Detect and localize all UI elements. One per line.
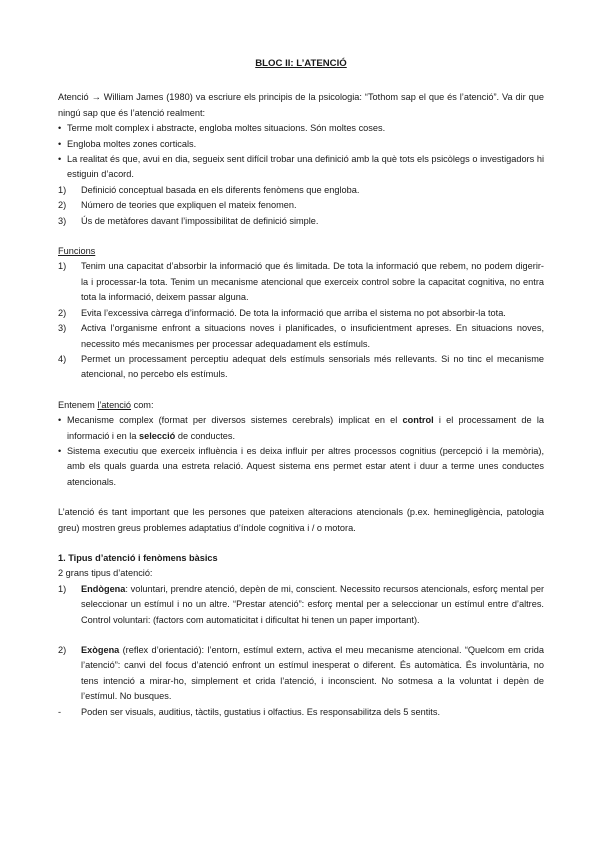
item-text: Ús de metàfores davant l’impossibilitat de definició simple.	[81, 215, 319, 226]
list-item-text: i el processament de la informació i en la	[67, 415, 545, 441]
item-number: 1)	[58, 184, 67, 195]
list-item	[58, 444, 544, 490]
numbered-item	[58, 582, 544, 628]
control-term: control	[402, 415, 434, 426]
bullet-icon: •	[58, 445, 62, 456]
item-number: 4)	[58, 353, 67, 364]
numbered-item	[58, 306, 544, 321]
body-paragraph: L’atenció és tant important que les persones que pateixen alteracions atencionals (p.ex. heminegligència, patologia greu) mostren greus problemes adaptatius d’índole cognitiva i / o motora.	[58, 507, 544, 533]
item-number: 3)	[58, 323, 67, 334]
list-item	[58, 413, 544, 444]
item-text: Tenim una capacitat d’absorbir la informació que és limitada. De tota la informació que rebem, no podem digerir-la i processar-la tota. Tenim un mecanisme atencional que exerceix control sobre la capacitat cognitiva, no entra tota la informació, deixem passar alguna.	[81, 261, 544, 303]
item-text: (reflex d’orientació): l’entorn, estímul extern, activa el meu mecanisme atencional. “Quelcom em crida l’atenció”: canvi del focus d’atenció enfront un estímul inesperat o diferent. És automàtica. És involuntària, no tens intenció a mirar-ho, simplement et crida l’atenció, i inconscient. No sotmesa a la voluntat i depèn de l’estímul. No busques.	[81, 645, 544, 702]
list-item	[58, 121, 544, 136]
section-heading	[58, 551, 544, 566]
list-item	[58, 137, 544, 152]
numbered-item	[58, 183, 544, 198]
endogena-term: Endògena	[81, 583, 126, 594]
section-heading-text: 1. Tipus d’atenció i fenòmens bàsics	[58, 552, 218, 563]
item-text: Definició conceptual basada en els diferents fenòmens que engloba.	[81, 184, 360, 195]
bullet-icon: •	[58, 123, 62, 134]
item-text: Evita l’excessiva càrrega d’informació. De tota la informació que arriba el sistema no pot absorbir-la tota.	[81, 307, 506, 318]
document-page	[58, 56, 544, 720]
entenem-pre: Entenem	[58, 399, 98, 410]
item-number: 2)	[58, 307, 67, 318]
funcions-heading: Funcions	[58, 246, 96, 257]
item-text: Activa l’organisme enfront a situacions noves i planificades, o insuficientment apreses. En situacions noves, necessito més mecanismes per processar adequadament els estímuls.	[81, 323, 544, 349]
dash-mark: -	[58, 706, 62, 717]
dash-item	[58, 705, 544, 720]
entenem-post: com:	[131, 399, 154, 410]
document-title: BLOC II: L’ATENCIÓ	[255, 58, 347, 69]
entenem-line	[58, 398, 544, 413]
item-number: 3)	[58, 215, 67, 226]
bullet-icon: •	[58, 154, 62, 165]
list-item-text: de conductes.	[175, 430, 236, 441]
item-number: 1)	[58, 261, 67, 272]
list-item-text: Terme molt complex i abstracte, engloba moltes situacions. Són moltes coses.	[67, 123, 386, 134]
list-item-text: Sistema executiu que exerceix influència i es deixa influir per altres processos cognitius (percepció i la memòria), amb els quals guarda una estreta relació. Aquest sistema ens permet estar atent i duur a terme unes conductes atencionals.	[67, 445, 544, 487]
numbered-item	[58, 352, 544, 383]
numbered-item	[58, 259, 544, 305]
section-subtitle: 2 grans tipus d’atenció:	[58, 568, 153, 579]
item-text: Permet un processament perceptiu adequat dels estímuls sensorials més rellevants. Si no tinc el mecanisme atencional, no percebo els estímuls.	[81, 353, 544, 380]
item-text: Número de teories que expliquen el mateix fenomen.	[81, 200, 297, 211]
numbered-item	[58, 643, 544, 705]
list-item-text: La realitat és que, avui en dia, segueix sent difícil trobar una definició amb la què tots els psicòlegs o investigadors hi estiguin d’acord.	[67, 154, 544, 180]
numbered-item	[58, 198, 544, 213]
item-text: Poden ser visuals, auditius, tàctils, gustatius i olfactius. Es responsabilitza dels 5 sentits.	[81, 706, 440, 717]
numbered-item	[58, 321, 544, 352]
bullet-icon: •	[58, 415, 62, 426]
bullet-icon: •	[58, 138, 62, 149]
item-number: 2)	[58, 200, 67, 211]
intro-line: Atenció → William James (1980) va escriure els principis de la psicologia: “Tothom sap el que és l’atenció”. Va dir que ningú sap que és l’atenció realment:	[58, 92, 544, 118]
entenem-term: l’atenció	[97, 399, 132, 410]
list-item	[58, 152, 544, 183]
numbered-item	[58, 214, 544, 229]
exogena-term: Exògena	[81, 645, 120, 655]
item-number: 2)	[58, 645, 67, 655]
item-text: : voluntari, prendre atenció, depèn de mi, conscient. Necessito recursos atencionals, esforç mental per seleccionar un estímul i no un altre. “Prestar atenció”: esforç mental per a seleccionar un estímul entre d’altres. Control voluntari: (factors com automaticitat i dificultat hi tenen un paper important).	[81, 583, 544, 625]
seleccio-term: selecció	[139, 430, 176, 441]
list-item-text: Engloba moltes zones corticals.	[67, 138, 197, 149]
item-number: 1)	[58, 583, 67, 594]
list-item-text: Mecanisme complex (format per diversos sistemes cerebrals) implicat en el	[67, 415, 403, 426]
